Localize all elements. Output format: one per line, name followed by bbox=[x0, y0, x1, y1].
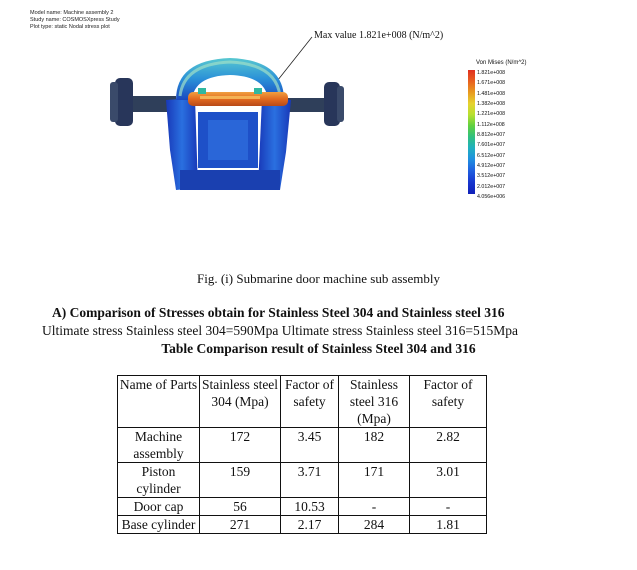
table-caption: Table Comparison result of Stainless Steel 304 and 316 bbox=[161, 341, 476, 356]
table-cell: Door cap bbox=[118, 498, 200, 516]
legend-value: 1.481e+008 bbox=[477, 90, 506, 97]
legend-value: 4.056e+006 bbox=[477, 193, 506, 200]
header-cell: Factor of safety bbox=[410, 376, 487, 428]
table-cell: 171 bbox=[339, 463, 410, 498]
table-cell: 284 bbox=[339, 516, 410, 534]
legend-value: 7.601e+007 bbox=[477, 142, 506, 149]
table-cell: 182 bbox=[339, 428, 410, 463]
table-row bbox=[118, 498, 487, 516]
table-cell: 2.17 bbox=[281, 516, 339, 534]
legend-value: 3.512e+007 bbox=[477, 173, 506, 180]
meta-line: Model name: Machine assembly 2 bbox=[30, 10, 114, 16]
table-cell: 3.45 bbox=[281, 428, 339, 463]
table-cell: Base cylinder bbox=[118, 516, 200, 534]
table-cell: 3.01 bbox=[410, 463, 487, 498]
figure-caption: Fig. (i) Submarine door machine sub assembly bbox=[197, 271, 440, 286]
table-cell: 271 bbox=[200, 516, 281, 534]
legend-value: 1.671e+008 bbox=[477, 80, 506, 87]
table-cell: 159 bbox=[200, 463, 281, 498]
table-cell: 10.53 bbox=[281, 498, 339, 516]
table-cell: 172 bbox=[200, 428, 281, 463]
meta-line: Study name: COSMOSXpress Study bbox=[30, 17, 120, 23]
table-cell: Piston cylinder bbox=[118, 463, 200, 498]
table-cell: Machine assembly bbox=[118, 428, 200, 463]
legend-title: Von Mises (N/m^2) bbox=[476, 60, 527, 66]
legend-labels bbox=[477, 68, 505, 202]
legend-value: 1.112e+008 bbox=[477, 121, 505, 128]
ultimate-stress-line: Ultimate stress Stainless steel 304=590Mpa Ultimate stress Stainless steel 316=515Mpa bbox=[42, 323, 519, 338]
table-cell: 1.81 bbox=[410, 516, 487, 534]
header-cell: Name of Parts bbox=[118, 376, 200, 428]
header-cell: Stainless steel 304 (Mpa) bbox=[200, 376, 281, 428]
header-cell: Factor of safety bbox=[281, 376, 339, 428]
section-heading: A) Comparison of Stresses obtain for Stainless Steel 304 and Stainless steel 316 bbox=[52, 305, 505, 320]
table-row bbox=[118, 463, 487, 498]
stress-figure bbox=[0, 0, 637, 262]
legend-color-bar bbox=[468, 70, 475, 194]
legend-value: 8.812e+007 bbox=[477, 131, 506, 138]
table-cell: 56 bbox=[200, 498, 281, 516]
legend-value: 4.912e+007 bbox=[477, 162, 506, 169]
header-cell: Stainless steel 316 (Mpa) bbox=[339, 376, 410, 428]
legend-value: 1.382e+008 bbox=[477, 100, 506, 107]
table-cell: 3.71 bbox=[281, 463, 339, 498]
meta-line: Plot type: static Nodal stress plot bbox=[30, 24, 110, 30]
table-cell: - bbox=[339, 498, 410, 516]
table-row bbox=[118, 428, 487, 463]
legend-value: 1.821e+008 bbox=[477, 70, 506, 76]
comparison-table bbox=[117, 375, 487, 534]
table-header-row bbox=[118, 376, 487, 428]
legend-value: 2.012e+007 bbox=[477, 183, 506, 190]
max-value-label: Max value 1.821e+008 (N/m^2) bbox=[314, 30, 444, 41]
table-cell: 2.82 bbox=[410, 428, 487, 463]
legend-value: 1.221e+008 bbox=[477, 111, 506, 118]
legend-value: 6.512e+007 bbox=[477, 152, 506, 159]
table-cell: - bbox=[410, 498, 487, 516]
table-row bbox=[118, 516, 487, 534]
